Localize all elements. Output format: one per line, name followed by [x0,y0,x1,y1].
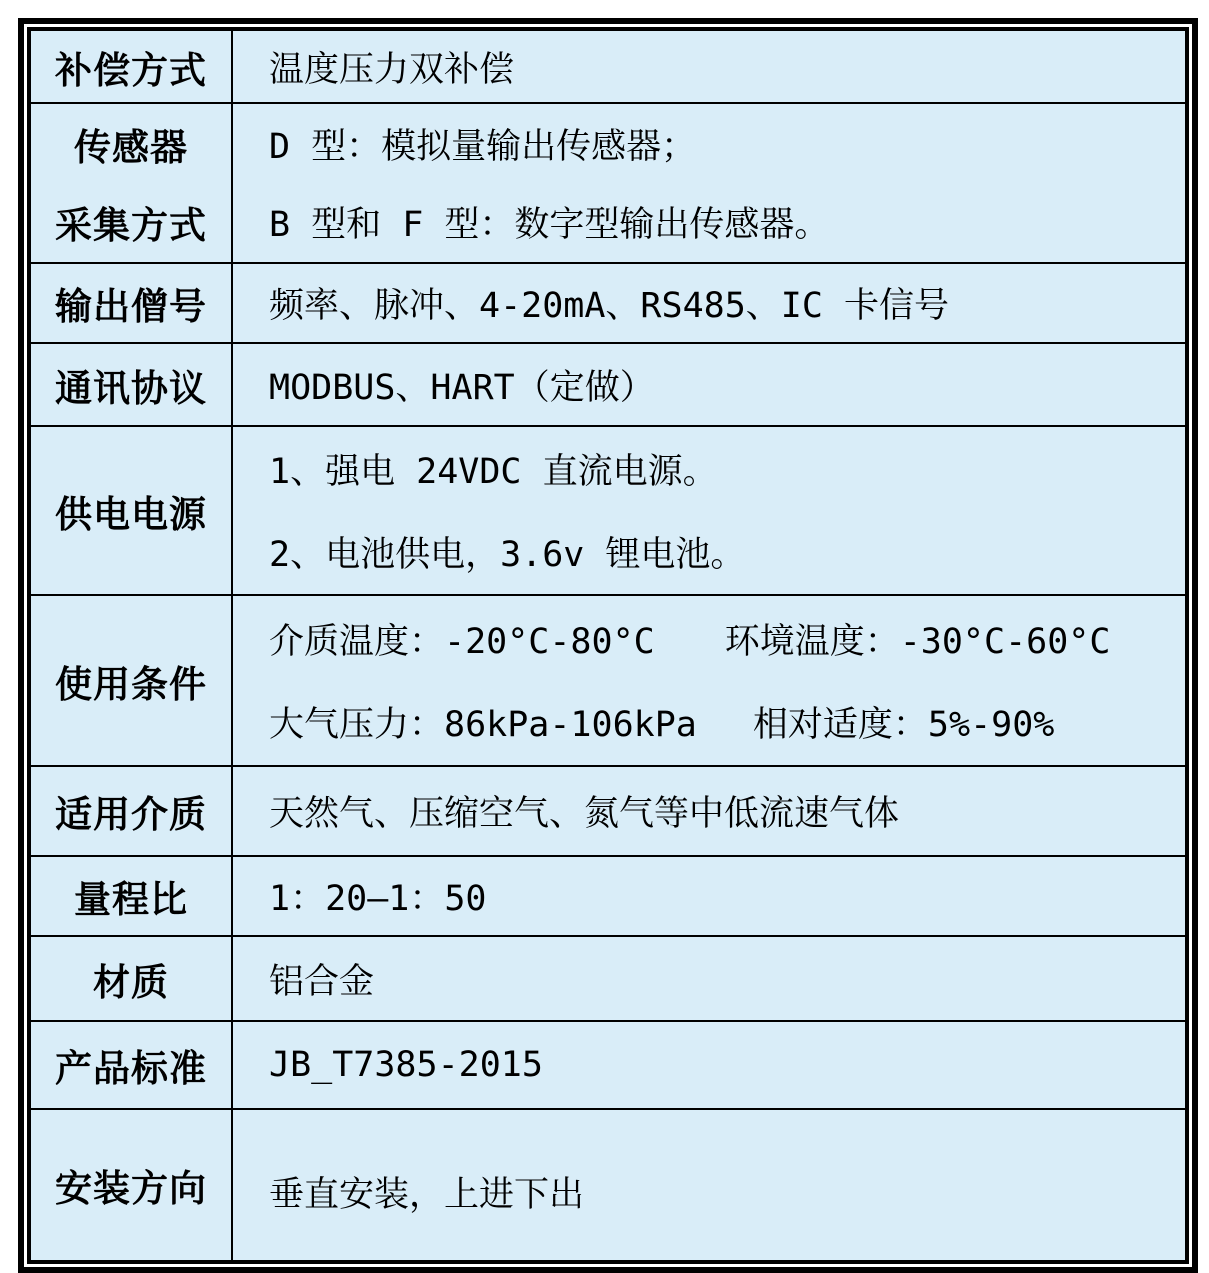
spec-value-line: 1、强电 24VDC 直流电源。 [269,452,718,493]
spec-value-cell [232,426,1186,595]
spec-value-line: 垂直安装，上进下出 [269,1175,585,1215]
spec-label: 产品标准 [55,1048,207,1089]
spec-label-cell [30,343,232,426]
spec-value-line: 大气压力：86kPa-106kPa 相对适度：5%-90% [269,705,1055,746]
spec-label-cell [30,936,232,1021]
spec-table-frame [18,18,1198,1273]
spec-label: 量程比 [74,879,188,920]
spec-label-cell [30,766,232,856]
table-row [30,856,1186,936]
spec-value-cell [232,766,1186,856]
spec-label-cell [30,263,232,343]
table-row [30,30,1186,103]
spec-value-cell [232,1109,1186,1261]
spec-table [29,29,1187,1262]
spec-value-line: D 型：模拟量输出传感器； [269,127,697,167]
spec-value-line: 温度压力双补偿 [269,49,515,90]
spec-label: 采集方式 [55,205,207,246]
spec-label-cell [30,1021,232,1109]
spec-label: 通讯协议 [55,367,207,409]
spec-label: 使用条件 [55,663,207,705]
spec-value-cell [232,103,1186,263]
spec-value-cell [232,595,1186,766]
table-row [30,595,1186,766]
spec-label: 供电电源 [55,493,207,535]
table-row [30,343,1186,426]
table-row [30,936,1186,1021]
spec-table-inner-frame [27,27,1189,1264]
spec-label: 安装方向 [55,1168,207,1209]
spec-value-line: 1：20—1：50 [269,879,487,919]
table-row [30,426,1186,595]
spec-value-line: MODBUS、HART（定做） [269,367,655,408]
spec-value-cell [232,30,1186,103]
spec-value-line: 频率、脉冲、4-20mA、RS485、IC 卡信号 [269,286,950,326]
spec-label-cell [30,426,232,595]
spec-value-line: 铝合金 [269,961,375,1002]
spec-value-cell [232,263,1186,343]
spec-value-cell [232,343,1186,426]
spec-value-line: JB_T7385-2015 [269,1045,543,1085]
spec-label: 材质 [93,961,169,1003]
spec-value-line: B 型和 F 型：数字型输出传感器。 [269,205,830,245]
spec-value-cell [232,856,1186,936]
spec-label-cell [30,30,232,103]
spec-label-cell [30,103,232,263]
spec-label: 输出僧号 [55,286,207,327]
table-row [30,263,1186,343]
spec-label-cell [30,856,232,936]
table-row [30,103,1186,263]
spec-value-line: 天然气、压缩空气、氮气等中低流速气体 [269,794,900,834]
spec-label-cell [30,1109,232,1261]
spec-label: 传感器 [74,127,188,168]
table-row [30,766,1186,856]
spec-label-cell [30,595,232,766]
spec-label: 适用介质 [55,794,207,835]
table-row [30,1021,1186,1109]
spec-value-line: 介质温度：-20°C-80°C 环境温度：-30°C-60°C [269,621,1111,662]
spec-value-line: 2、电池供电，3.6v 锂电池。 [269,534,746,575]
spec-label: 补偿方式 [55,49,207,91]
spec-value-cell [232,1021,1186,1109]
spec-value-cell [232,936,1186,1021]
table-row [30,1109,1186,1261]
